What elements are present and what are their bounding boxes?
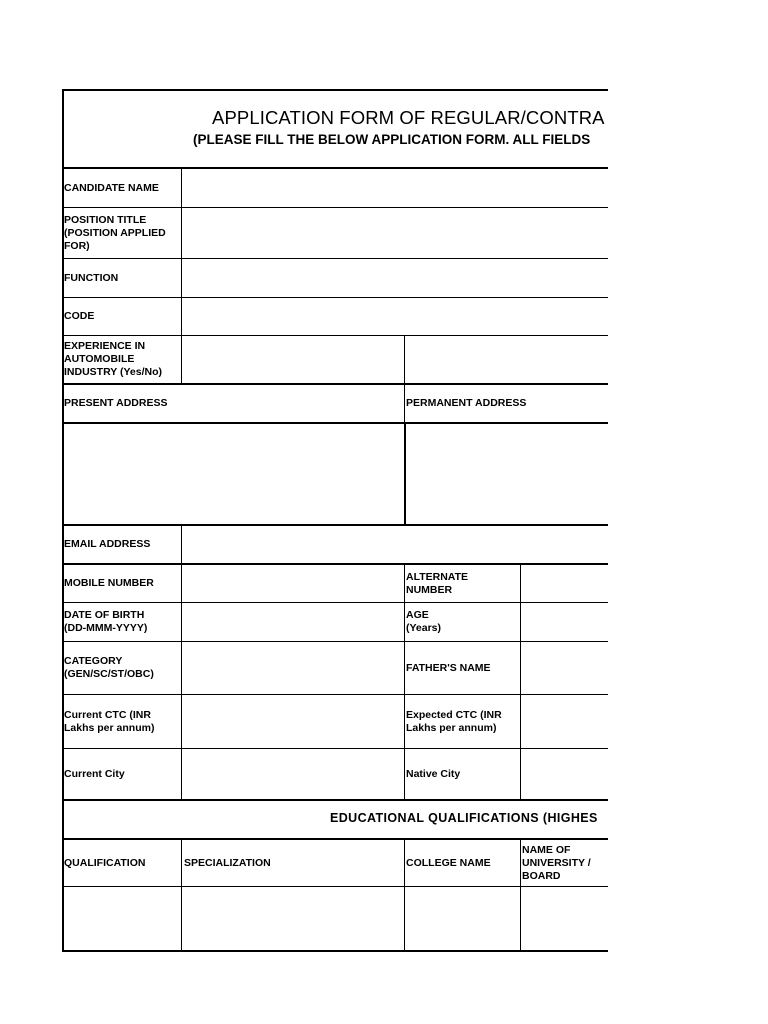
edu-university-board-field[interactable] [521,887,608,950]
education-heading: EDUCATIONAL QUALIFICATIONS (HIGHES [330,811,598,825]
expected-ctc-label: Expected CTC (INR Lakhs per annum) [406,708,502,734]
current-city-label: Current City [64,767,125,780]
mobile-number-label: MOBILE NUMBER [64,577,154,589]
edu-qualification-field[interactable] [64,887,181,950]
current-ctc-label: Current CTC (INR Lakhs per annum) [64,708,155,734]
email-address-label: EMAIL ADDRESS [64,538,151,550]
frame-top-border [62,89,608,91]
experience-label: EXPERIENCE IN AUTOMOBILE INDUSTRY (Yes/No) [64,340,163,378]
alternate-number-label: ALTERNATE NUMBER [406,570,469,596]
form-subtitle: (PLEASE FILL THE BELOW APPLICATION FORM. ALL FIELDS [193,132,591,147]
frame-bottom-border [62,950,608,952]
mobile-number-field[interactable] [182,565,404,602]
age-field[interactable] [521,603,608,641]
age-label: AGE (Years) [406,609,442,634]
date-of-birth-label: DATE OF BIRTH (DD-MMM-YYYY) [64,609,148,634]
permanent-address-label: PERMANENT ADDRESS [406,397,527,409]
experience-extra-field[interactable] [405,336,608,383]
rule-city [62,799,608,801]
category-field[interactable] [182,642,404,694]
current-city-field[interactable] [182,749,404,799]
email-address-field[interactable] [182,526,608,563]
candidate-name-field[interactable] [182,169,608,207]
edu-col-specialization: SPECIALIZATION [184,856,271,869]
alternate-number-field[interactable] [521,565,608,602]
edu-col-college-name: COLLEGE NAME [406,856,491,869]
native-city-label: Native City [406,767,461,780]
position-title-label: POSITION TITLE (POSITION APPLIED FOR) [64,213,166,252]
experience-field[interactable] [182,336,404,383]
code-field[interactable] [182,298,608,335]
present-address-field[interactable] [64,424,404,524]
function-label: FUNCTION [64,271,119,284]
form-title: APPLICATION FORM OF REGULAR/CONTRA [212,107,605,128]
position-title-field[interactable] [182,208,608,258]
edu-col-qualification: QUALIFICATION [64,856,146,869]
code-label: CODE [64,310,95,322]
function-field[interactable] [182,259,608,297]
date-of-birth-field[interactable] [182,603,404,641]
expected-ctc-field[interactable] [521,695,608,748]
category-label: CATEGORY (GEN/SC/ST/OBC) [64,655,154,680]
candidate-name-label: CANDIDATE NAME [64,181,159,194]
native-city-field[interactable] [521,749,608,799]
current-ctc-field[interactable] [182,695,404,748]
edu-college-name-field[interactable] [405,887,520,950]
edu-specialization-field[interactable] [182,887,404,950]
application-form [62,89,608,952]
fathers-name-field[interactable] [521,642,608,694]
permanent-address-field[interactable] [406,424,608,524]
edu-col-university-board: NAME OF UNIVERSITY / BOARD [522,843,591,882]
fathers-name-label: FATHER'S NAME [406,661,491,674]
present-address-label: PRESENT ADDRESS [64,397,168,409]
